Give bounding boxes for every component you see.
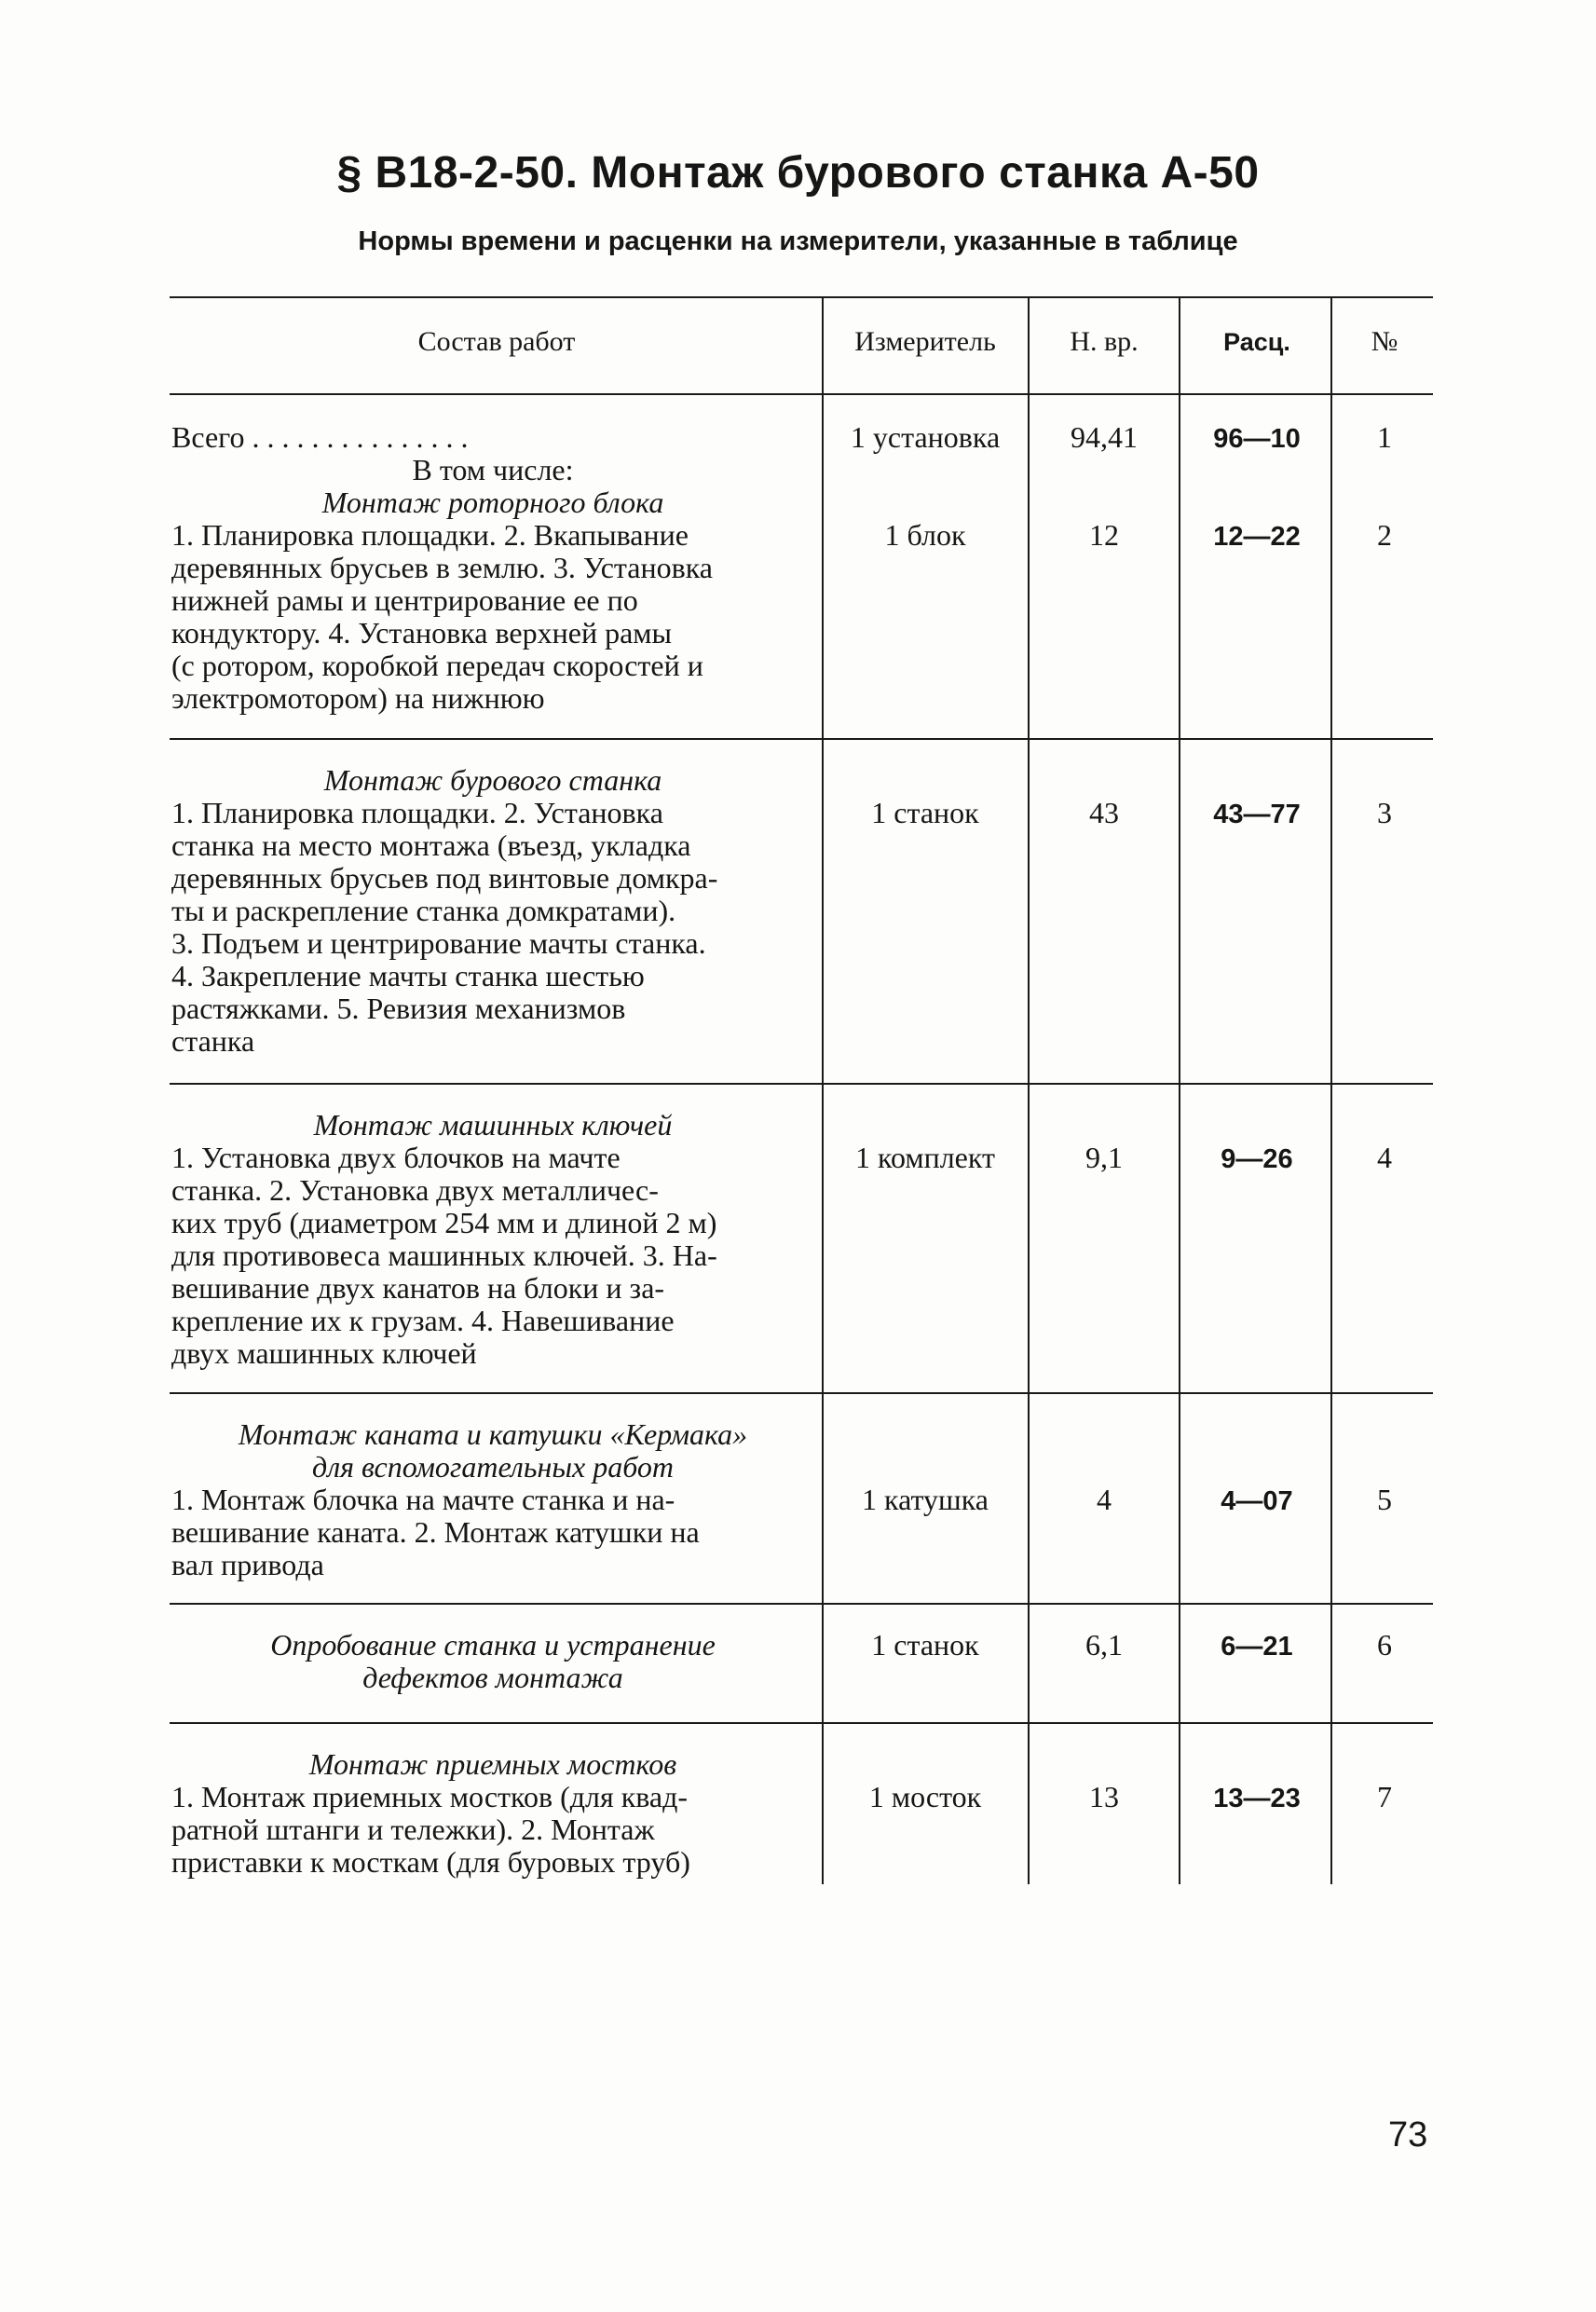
row-heading: Монтаж машинных ключей [313, 1108, 673, 1142]
row-reel-rate: 4—07 [1221, 1486, 1293, 1516]
row-divider [170, 1083, 1433, 1085]
text-line: 1. Установка двух блочков на мачте [171, 1141, 621, 1174]
text-line: растяжками. 5. Ревизия механизмов [171, 992, 626, 1025]
row-rotary-measure: 1 блок [884, 518, 966, 552]
text-line: (с ротором, коробкой передач скоростей и [171, 649, 703, 682]
text-line: приставки к мосткам (для буровых труб) [171, 1845, 690, 1879]
row-rotary-number: 2 [1377, 518, 1392, 552]
row-divider [170, 1392, 1433, 1394]
text-line: для противовеса машинных ключей. 3. На- [171, 1238, 717, 1272]
header-norm: Н. вр. [1070, 326, 1139, 357]
table-header-rule [170, 393, 1433, 395]
row-divider [170, 1722, 1433, 1724]
text-line: ратной штанги и тележки). 2. Монтаж [171, 1813, 655, 1846]
row-heading-continued: для вспомогательных работ [312, 1450, 674, 1484]
row-heading: Монтаж роторного блока [321, 486, 664, 519]
row-platform-number: 7 [1377, 1780, 1392, 1813]
row-total-number: 1 [1377, 420, 1392, 454]
row-platform-rate: 13—23 [1213, 1784, 1301, 1813]
text-line: ты и раскрепление станка домкратами). [171, 894, 676, 927]
header-measure: Измеритель [854, 326, 996, 357]
table-top-rule [170, 296, 1433, 298]
text-line: 3. Подъем и центрирование мачты станка. [171, 926, 706, 960]
text-line: 1. Монтаж приемных мостков (для квад- [171, 1780, 689, 1813]
row-divider [170, 1603, 1433, 1605]
row-heading: Опробование станка и устранение [270, 1628, 716, 1662]
row-reel-measure: 1 катушка [862, 1483, 989, 1516]
text-line: вал привода [171, 1548, 324, 1581]
text-line: 4. Закрепление мачты станка шестью [171, 959, 645, 992]
column-divider [1330, 296, 1332, 1884]
text-line: ких труб (диаметром 254 мм и длиной 2 м) [171, 1206, 717, 1239]
header-rate: Расц. [1223, 328, 1290, 356]
row-total-norm: 94,41 [1071, 420, 1138, 454]
text-line: вешивание каната. 2. Монтаж катушки на [171, 1515, 700, 1549]
row-reel-text [171, 1418, 814, 1581]
row-rotary-norm: 12 [1089, 518, 1119, 552]
text-line: 1. Планировка площадки. 2. Вкапывание [171, 518, 689, 552]
text-line: двух машинных ключей [171, 1336, 477, 1370]
row-platform-text [171, 1748, 814, 1879]
text-line: 1. Монтаж блочка на мачте станка и на- [171, 1483, 675, 1516]
text-line: станка на место монтажа (въезд, укладка [171, 828, 691, 862]
row-tongs-number: 4 [1377, 1141, 1392, 1174]
text-line: деревянных брусьев под винтовые домкра- [171, 861, 718, 895]
text-line: вешивание двух канатов на блоки и за- [171, 1271, 665, 1305]
column-divider [1179, 296, 1180, 1884]
header-work: Состав работ [417, 326, 576, 357]
row-testing-rate: 6—21 [1221, 1632, 1293, 1662]
text-line: 1. Планировка площадки. 2. Установка [171, 796, 663, 829]
row-platform-measure: 1 мосток [868, 1780, 982, 1813]
text-line: электромотором) на нижнюю [171, 681, 545, 715]
row-rotary-text [171, 454, 814, 715]
row-rotary-rate: 12—22 [1213, 522, 1301, 552]
row-tongs-norm: 9,1 [1085, 1141, 1123, 1174]
row-tongs-measure: 1 комплект [855, 1141, 995, 1174]
intro-line: В том числе: [412, 453, 574, 486]
text-line: станка. 2. Установка двух металличес- [171, 1173, 659, 1207]
row-rig-measure: 1 станок [871, 796, 979, 829]
row-total-measure: 1 установка [850, 420, 1001, 454]
text-line: нижней рамы и центрирование ее по [171, 583, 638, 617]
row-total-text [171, 421, 814, 454]
header-number: № [1371, 326, 1398, 357]
row-rig-number: 3 [1377, 796, 1392, 829]
row-heading: Монтаж каната и катушки «Кермака» [238, 1417, 748, 1451]
row-rig-rate: 43—77 [1213, 800, 1301, 829]
column-divider [822, 296, 824, 1884]
row-testing-norm: 6,1 [1085, 1628, 1123, 1662]
text-line: станка [171, 1024, 255, 1058]
page-number: 73 [1388, 2115, 1428, 2155]
text-line: крепление их к грузам. 4. Навешивание [171, 1304, 675, 1337]
row-total-rate: 96—10 [1213, 424, 1301, 454]
column-divider [1028, 296, 1030, 1884]
row-reel-norm: 4 [1097, 1483, 1112, 1516]
text-line: кондуктору. 4. Установка верхней рамы [171, 616, 673, 650]
row-testing-measure: 1 станок [871, 1628, 979, 1662]
row-testing-number: 6 [1377, 1628, 1392, 1662]
row-testing-text [171, 1629, 814, 1694]
section-subtitle: Нормы времени и расценки на измерители, указанные в таблице [358, 226, 1238, 256]
row-heading: Монтаж приемных мостков [308, 1747, 677, 1781]
row-rig-norm: 43 [1089, 796, 1119, 829]
section-title: § В18-2-50. Монтаж бурового станка А-50 [336, 148, 1260, 198]
row-rig-text [171, 764, 814, 1058]
text-line: деревянных брусьев в землю. 3. Установка [171, 551, 713, 584]
row-reel-number: 5 [1377, 1483, 1392, 1516]
row-heading: Монтаж бурового станка [323, 763, 662, 797]
row-divider [170, 738, 1433, 740]
text-line: Всего . . . . . . . . . . . . . . . [171, 420, 469, 454]
row-platform-norm: 13 [1089, 1780, 1119, 1813]
row-heading-continued: дефектов монтажа [362, 1661, 623, 1694]
row-tongs-rate: 9—26 [1221, 1144, 1293, 1174]
row-tongs-text [171, 1109, 814, 1370]
